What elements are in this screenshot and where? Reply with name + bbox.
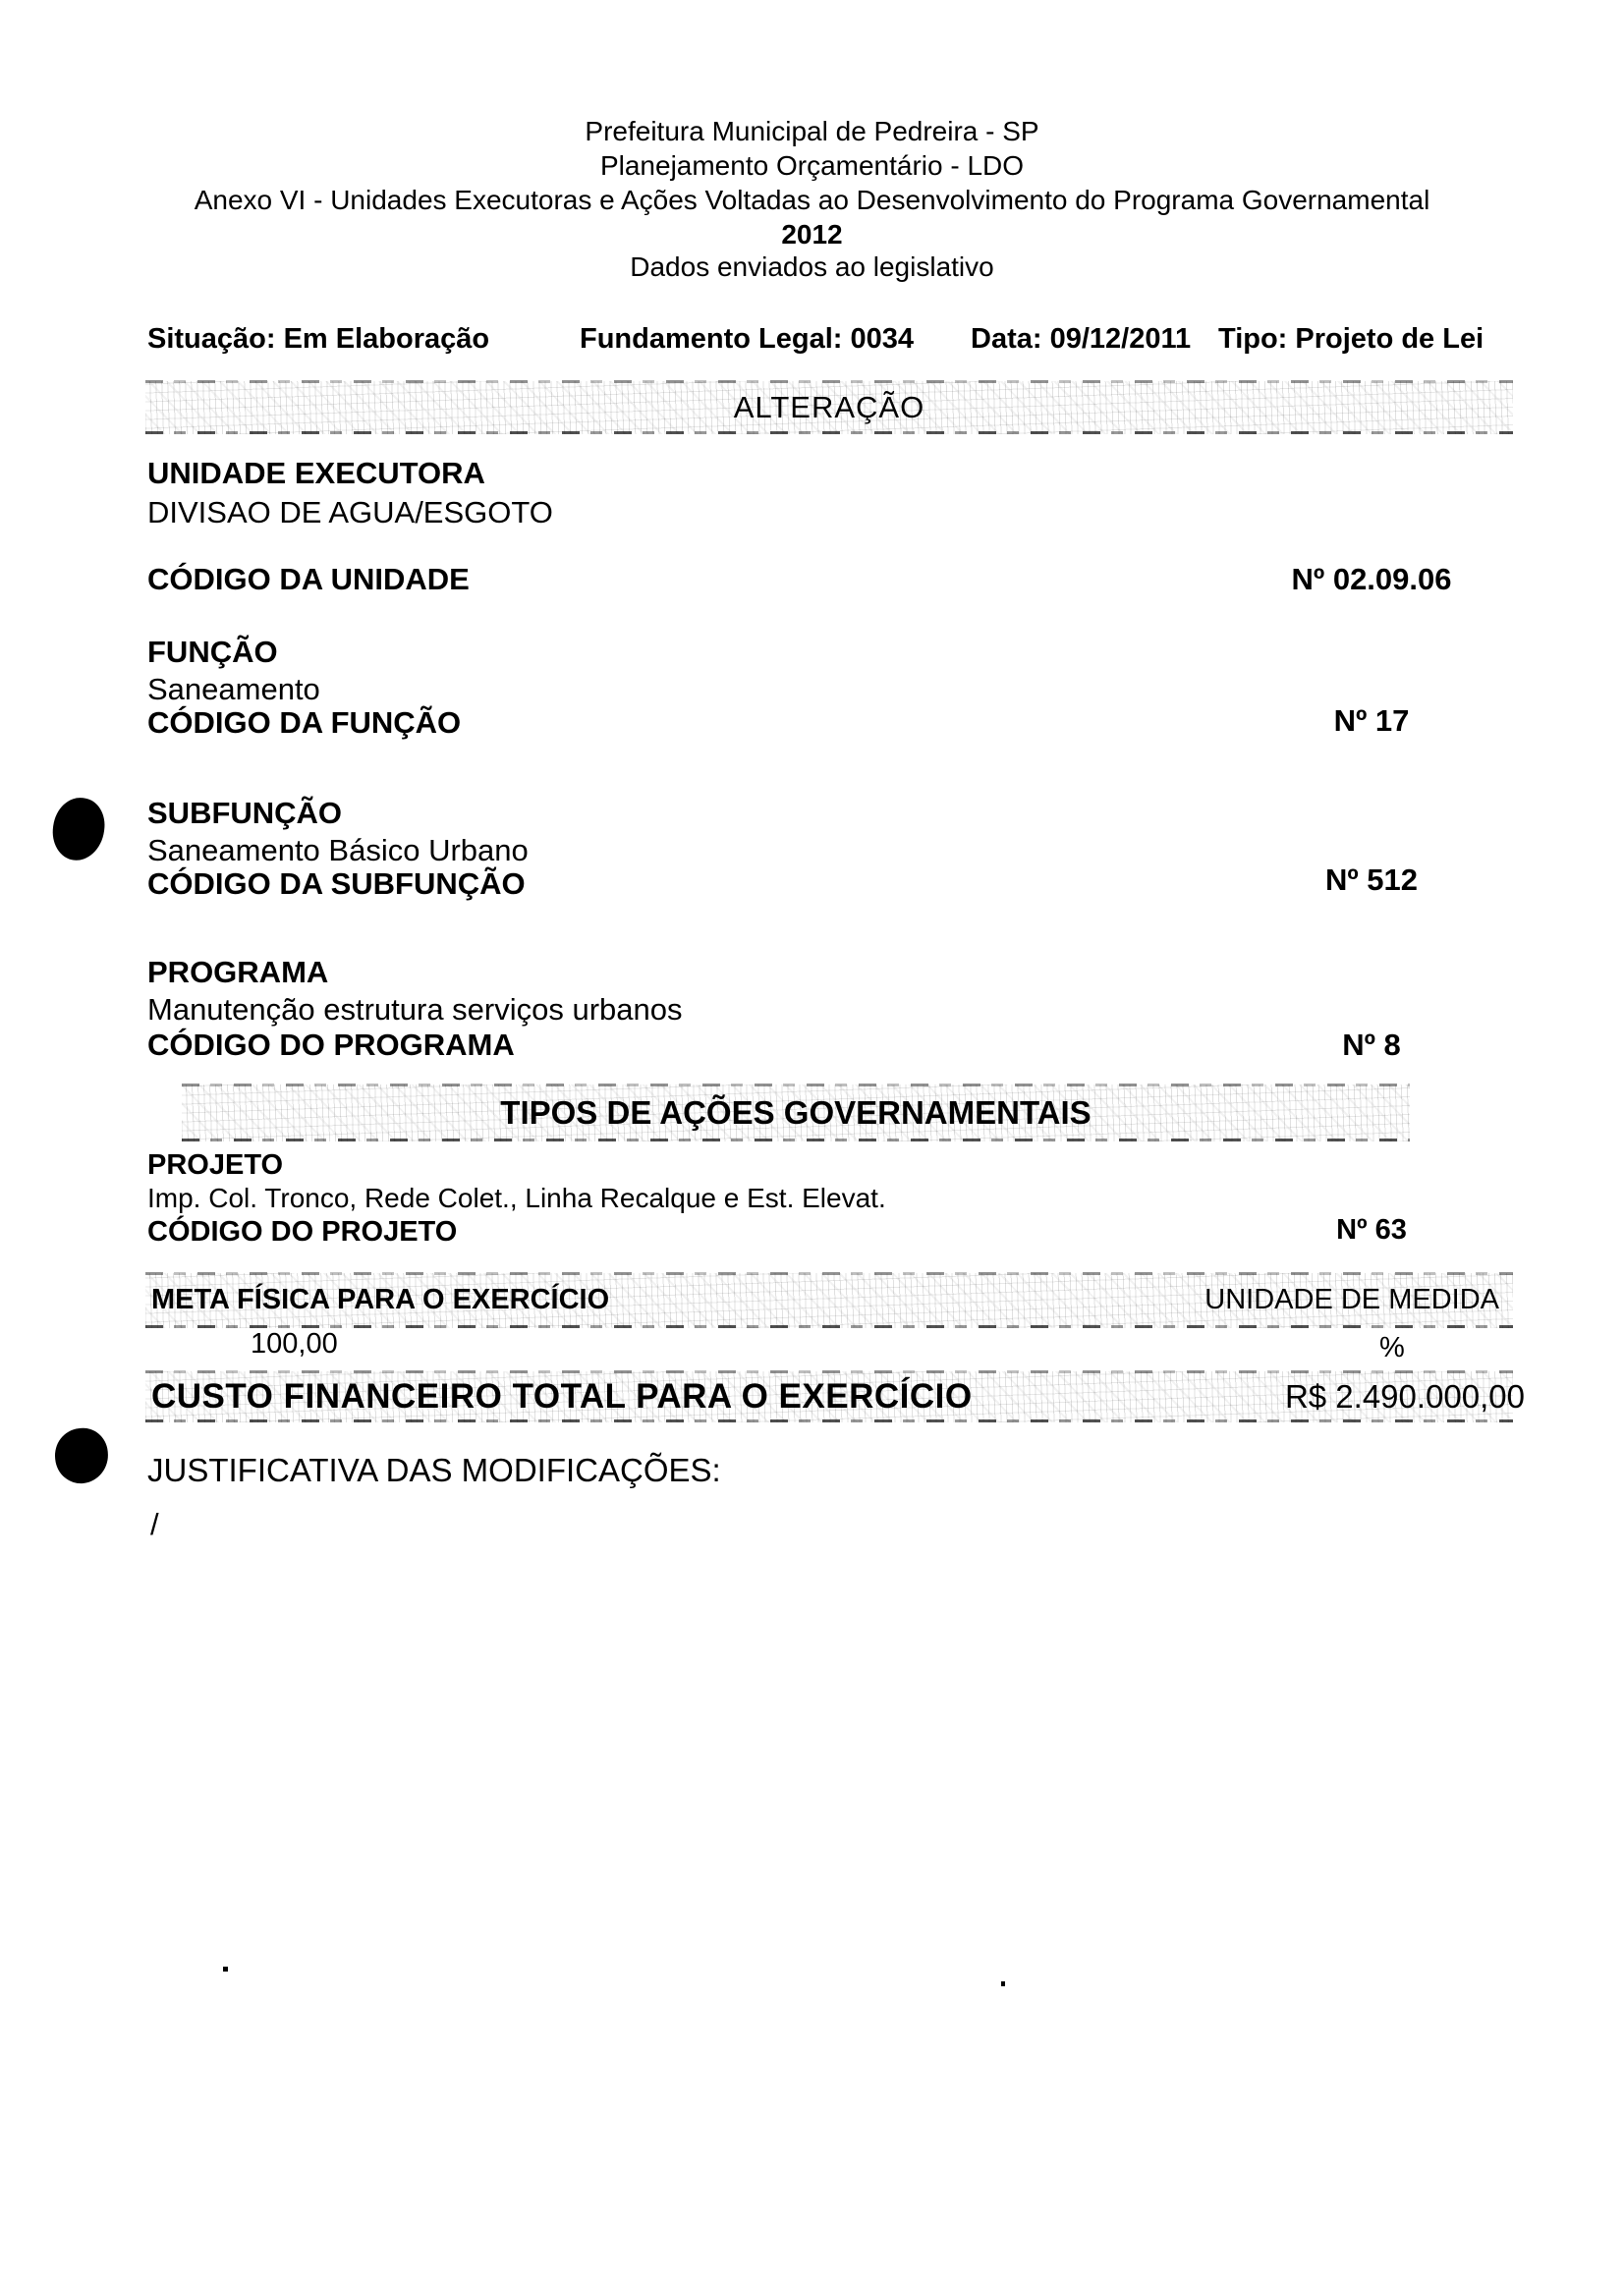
punch-hole-mark — [49, 795, 108, 864]
header-note: Dados enviados ao legislativo — [630, 251, 994, 282]
unidade-medida-label: UNIDADE DE MEDIDA — [1204, 1284, 1499, 1316]
codigo-funcao-value: Nº 17 — [1333, 703, 1410, 738]
tipos-acoes-banner — [182, 1084, 1410, 1141]
codigo-projeto-value: Nº 63 — [1336, 1214, 1407, 1246]
alteracao-banner — [145, 381, 1513, 434]
scan-speck — [223, 1967, 228, 1972]
header-year: 2012 — [781, 219, 843, 250]
justificativa-label: JUSTIFICATIVA DAS MODIFICAÇÕES: — [147, 1452, 721, 1488]
scan-speck — [1001, 1981, 1005, 1986]
custo-financeiro-banner — [145, 1371, 1525, 1422]
status-situacao: Situação: Em Elaboração — [147, 323, 490, 355]
unidade-executora-label: UNIDADE EXECUTORA — [147, 456, 485, 490]
header-org-name: Prefeitura Municipal de Pedreira - SP — [585, 116, 1039, 146]
subfuncao-value: Saneamento Básico Urbano — [147, 833, 529, 867]
justificativa-value: / — [150, 1507, 159, 1541]
status-tipo: Tipo: Projeto de Lei — [1218, 323, 1484, 355]
programa-value: Manutenção estrutura serviços urbanos — [147, 992, 683, 1027]
codigo-subfuncao-value: Nº 512 — [1324, 862, 1419, 897]
programa-label: PROGRAMA — [147, 955, 329, 989]
codigo-programa-label: CÓDIGO DO PROGRAMA — [147, 1028, 515, 1062]
custo-financeiro-value: R$ 2.490.000,00 — [1284, 1378, 1525, 1416]
codigo-programa-value: Nº 8 — [1342, 1028, 1401, 1062]
codigo-projeto-label: CÓDIGO DO PROJETO — [147, 1216, 458, 1248]
codigo-unidade-label: CÓDIGO DA UNIDADE — [147, 562, 470, 596]
funcao-value: Saneamento — [147, 672, 320, 706]
codigo-subfuncao-label: CÓDIGO DA SUBFUNÇÃO — [147, 866, 526, 901]
meta-fisica-value: 100,00 — [251, 1328, 338, 1360]
codigo-unidade-value: Nº 02.09.06 — [1291, 562, 1452, 596]
status-fundamento-legal: Fundamento Legal: 0034 — [580, 323, 915, 355]
meta-fisica-banner — [145, 1273, 1513, 1328]
punch-hole-mark — [52, 1425, 111, 1485]
unidade-executora-value: DIVISAO DE AGUA/ESGOTO — [147, 495, 553, 529]
tipos-acoes-banner-label: TIPOS DE AÇÕES GOVERNAMENTAIS — [500, 1094, 1092, 1131]
alteracao-banner-label: ALTERAÇÃO — [733, 390, 925, 424]
projeto-label: PROJETO — [147, 1149, 284, 1181]
funcao-label: FUNÇÃO — [147, 635, 278, 669]
codigo-funcao-label: CÓDIGO DA FUNÇÃO — [147, 705, 462, 740]
projeto-value: Imp. Col. Tronco, Rede Colet., Linha Recalque e Est. Elevat. — [147, 1183, 886, 1213]
unidade-medida-value: % — [1379, 1332, 1405, 1363]
subfuncao-label: SUBFUNÇÃO — [147, 796, 343, 830]
meta-fisica-label: META FÍSICA PARA O EXERCÍCIO — [151, 1284, 610, 1316]
header-annex-title: Anexo VI - Unidades Executoras e Ações Voltadas ao Desenvolvimento do Programa Governamental — [194, 185, 1430, 215]
custo-financeiro-label: CUSTO FINANCEIRO TOTAL PARA O EXERCÍCIO — [151, 1376, 973, 1416]
status-data: Data: 09/12/2011 — [971, 323, 1192, 355]
header-subtitle: Planejamento Orçamentário - LDO — [599, 150, 1025, 181]
